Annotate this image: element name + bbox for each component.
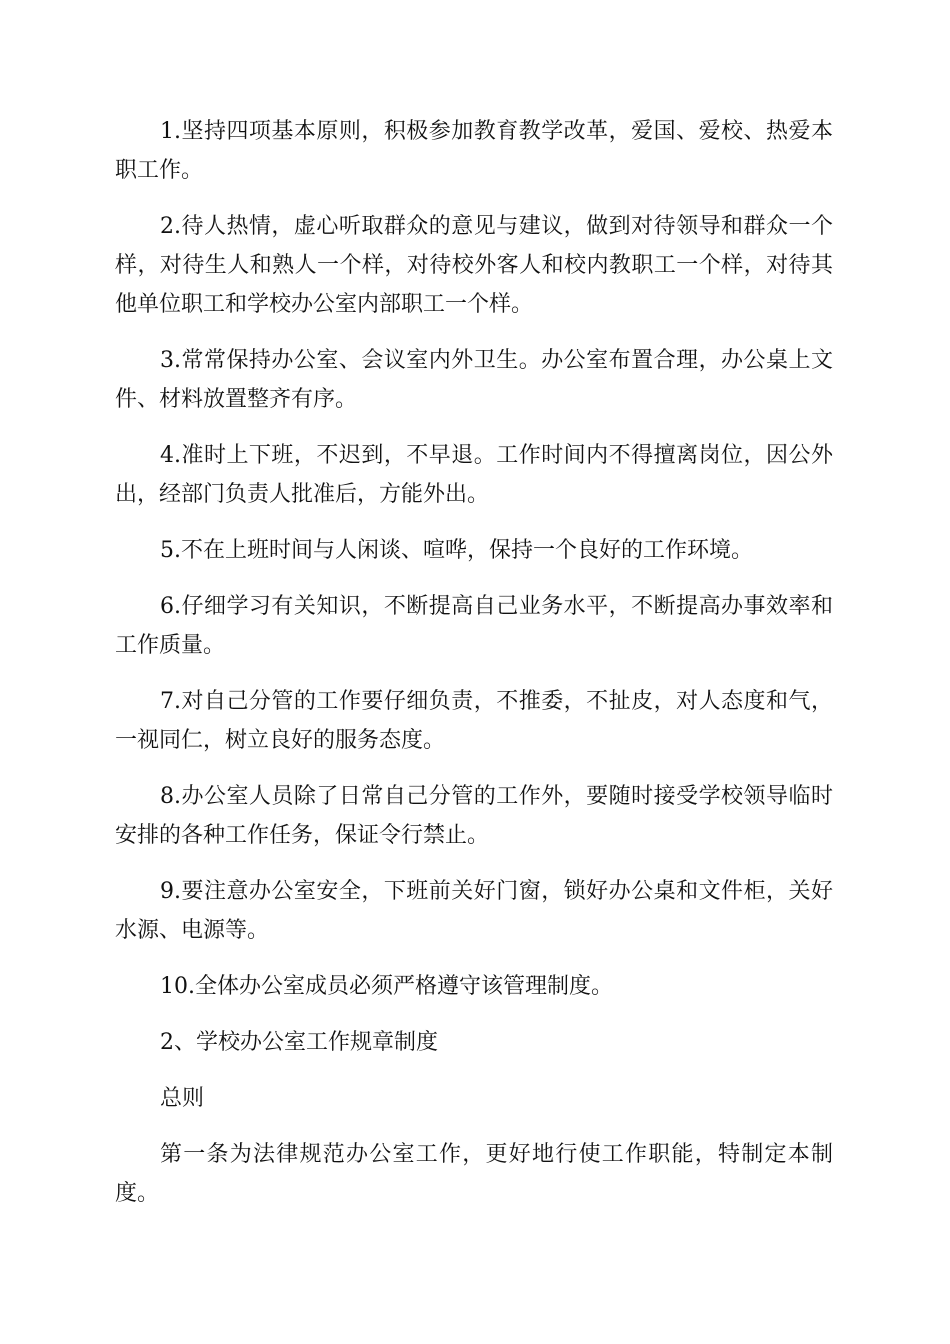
rule-10-paragraph: 10.全体办公室成员必须严格遵守该管理制度。 <box>160 974 613 999</box>
rule-9-paragraph: 9.要注意办公室安全，下班前关好门窗，锁好办公桌和文件柜，关好水源、电源等。 <box>115 879 833 943</box>
rule-1-paragraph: 1.坚持四项基本原则，积极参加教育教学改革，爱国、爱校、热爱本职工作。 <box>115 119 833 183</box>
article-1-paragraph: 第一条为法律规范办公室工作，更好地行使工作职能，特制定本制度。 <box>115 1142 833 1206</box>
section-heading: 2、学校办公室工作规章制度 <box>160 1030 438 1055</box>
rule-2-paragraph: 2.待人热情，虚心听取群众的意见与建议，做到对待领导和群众一个样，对待生人和熟人一个样，对待校外客人和校内教职工一个样，对待其他单位职工和学校办公室内部职工一个样。 <box>115 214 833 317</box>
rule-6-paragraph: 6.仔细学习有关知识，不断提高自己业务水平，不断提高办事效率和工作质量。 <box>115 594 833 658</box>
rule-5-paragraph: 5.不在上班时间与人闲谈、喧哗，保持一个良好的工作环境。 <box>160 538 753 563</box>
document-page <box>115 112 833 1230</box>
rule-7-paragraph: 7.对自己分管的工作要仔细负责，不推委，不扯皮，对人态度和气，一视同仁，树立良好的服务态度。 <box>115 689 833 753</box>
general-provisions-heading: 总则 <box>160 1086 205 1111</box>
rule-3-paragraph: 3.常常保持办公室、会议室内外卫生。办公室布置合理，办公桌上文件、材料放置整齐有序。 <box>115 348 833 412</box>
rule-8-paragraph: 8.办公室人员除了日常自己分管的工作外，要随时接受学校领导临时安排的各种工作任务，保证令行禁止。 <box>115 784 833 848</box>
rule-4-paragraph: 4.准时上下班，不迟到，不早退。工作时间内不得擅离岗位，因公外出，经部门负责人批准后，方能外出。 <box>115 443 833 507</box>
